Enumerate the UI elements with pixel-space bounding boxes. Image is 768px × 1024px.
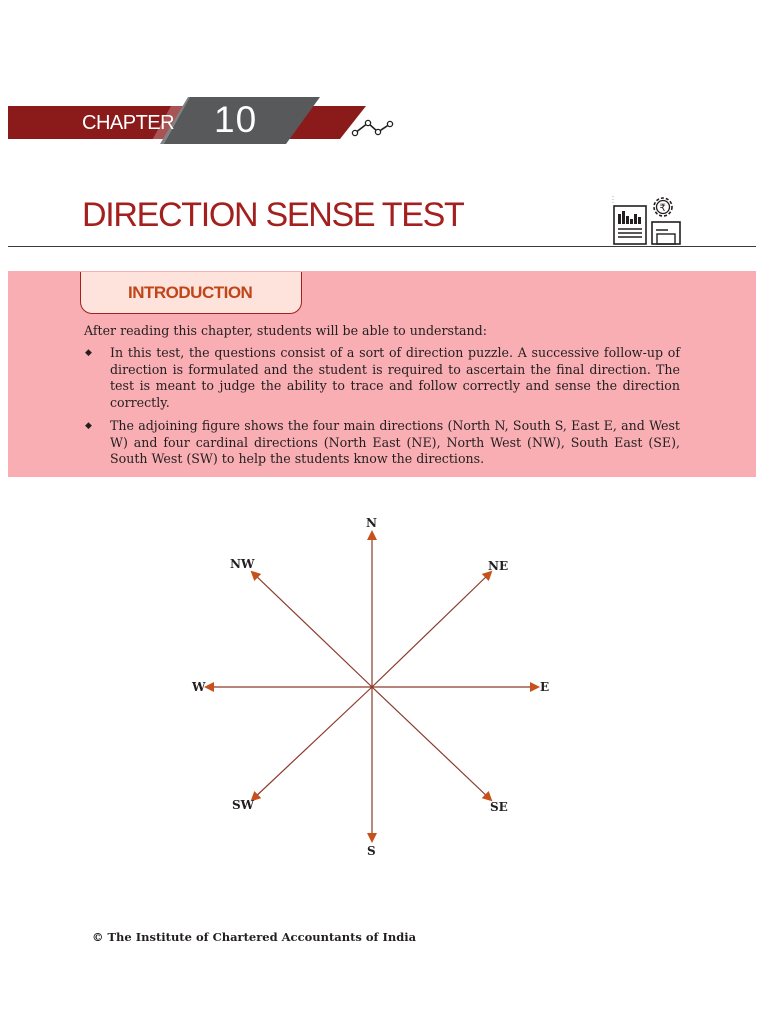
chapter-number: 10 — [214, 99, 258, 140]
svg-text:₹: ₹ — [659, 203, 666, 214]
south-west-label: SW — [232, 798, 255, 812]
north-east-label: NE — [488, 559, 509, 573]
list-item-text: The adjoining figure shows the four main directions (North N, South S, East E, and West W) and four cardinal directions (North East (NE), North West (NW), South East (SE), South West (SW) to help the students know the directions. — [110, 418, 680, 466]
diamond-bullet-icon: ◆ — [85, 348, 92, 358]
south-label: S — [367, 844, 376, 858]
south-west-arrow — [252, 687, 372, 800]
list-item — [84, 418, 680, 468]
objectives-list — [84, 345, 680, 475]
page-title: DIRECTION SENSE TEST — [82, 196, 464, 234]
east-label: E — [540, 680, 550, 694]
south-east-arrow — [372, 687, 491, 800]
north-west-arrow — [252, 572, 372, 687]
introduction-lead: After reading this chapter, students will be able to understand: — [84, 323, 487, 338]
west-label: W — [192, 680, 206, 694]
north-east-arrow — [372, 572, 491, 687]
chapter-label: CHAPTER — [82, 112, 175, 134]
diamond-bullet-icon: ◆ — [85, 421, 92, 431]
zigzag-graph-icon — [350, 118, 398, 140]
compass-diagram — [180, 505, 570, 865]
introduction-heading: INTRODUCTION — [128, 283, 253, 302]
report-rupee-gear-icon — [610, 192, 686, 250]
list-item-text: In this test, the questions consist of a sort of direction puzzle. A successive follow-up of direction is formulated and the student is required to ascertain the final direction. The test is meant to judge the ability to trace and follow correctly and sense the direction correctly. — [110, 345, 680, 410]
copyright-footer: © The Institute of Chartered Accountants of India — [92, 930, 417, 944]
north-label: N — [366, 516, 377, 530]
south-east-label: SE — [490, 800, 508, 814]
north-west-label: NW — [230, 557, 255, 571]
list-item — [84, 345, 680, 411]
chapter-banner — [0, 90, 400, 150]
